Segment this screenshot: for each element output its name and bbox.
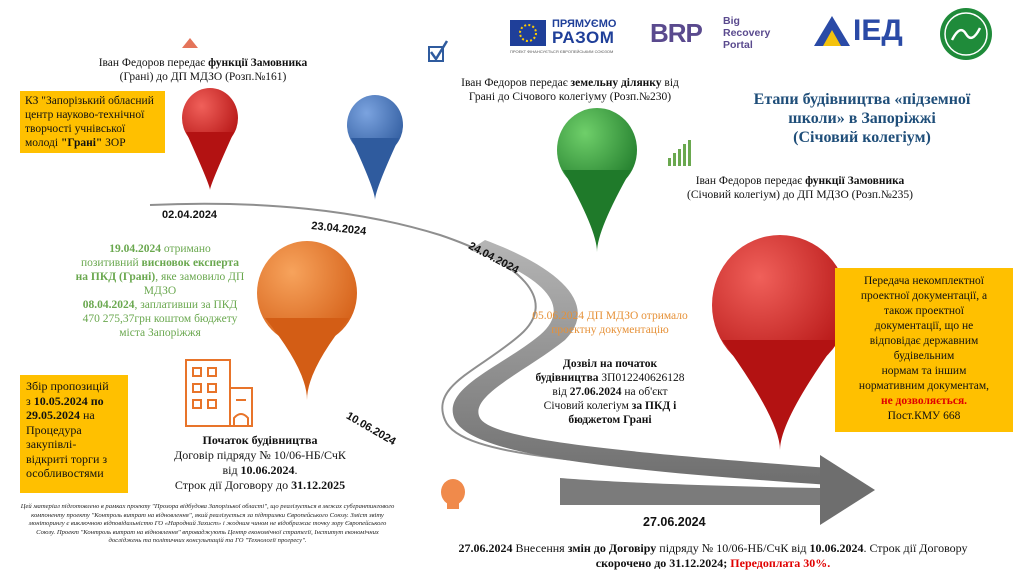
round-logo-icon bbox=[940, 8, 992, 60]
amendment-shortened: скорочено до 31.12.2024; bbox=[595, 556, 728, 570]
event3-detail: (Січовий колегіум) до ДП МДЗО (Розп.№235) bbox=[687, 189, 913, 201]
construction-contract: Договір підряду № 10/06-НБ/СчК bbox=[174, 448, 346, 462]
expertise-bold2: висновок експерта bbox=[141, 257, 240, 269]
brp-logo-line1: Big bbox=[723, 15, 740, 27]
construction-date: 10.06.2024 bbox=[240, 463, 295, 477]
regulation-line3: також проектної bbox=[883, 305, 965, 317]
permit-date: 27.06.2024 bbox=[569, 386, 622, 398]
grani-info-box bbox=[20, 91, 165, 153]
date-23-04: 23.04.2024 bbox=[310, 220, 367, 238]
event3-text: Іван Федоров передає bbox=[695, 175, 806, 187]
date-27-06: 27.06.2024 bbox=[643, 515, 706, 529]
construction-end-date: 31.12.2025 bbox=[291, 478, 346, 492]
event2-mid: від bbox=[661, 77, 679, 89]
date-10-06: 10.06.2024 bbox=[344, 410, 398, 448]
event2-detail: Грані до Січового колегіуму (Розп.№230) bbox=[468, 91, 672, 103]
expertise-text3: , яке замовило ДП bbox=[155, 271, 245, 283]
page-title-line3: (Січовий колегіум) bbox=[793, 129, 931, 146]
ied-logo-icon bbox=[814, 16, 850, 46]
proposals-line2: з bbox=[26, 393, 34, 408]
page-title-line1: Етапи будівництва «підземної bbox=[753, 91, 971, 108]
pin-red-small bbox=[182, 88, 238, 190]
event3-bold: функції Замовника bbox=[805, 175, 905, 187]
expertise-text2: позитивний bbox=[80, 257, 142, 269]
pkd-received-line1: 05.06.2024 ДП МДЗО отримало bbox=[532, 310, 688, 322]
expertise-payment-date: 08.04.2024 bbox=[82, 299, 135, 311]
lightbulb-icon bbox=[441, 479, 465, 509]
regulation-line2: проектної документації, а bbox=[860, 290, 988, 302]
proposals-line4: Процедура bbox=[26, 422, 82, 437]
page-title bbox=[722, 90, 1002, 147]
amendment-prepayment: Передоплата 30%. bbox=[727, 556, 831, 570]
event1-detail: (Грані) до ДП МДЗО (Розп.№161) bbox=[119, 71, 287, 83]
grani-box-bold: "Грані" bbox=[60, 137, 103, 149]
event2-bold: земельну ділянку bbox=[570, 77, 662, 89]
eu-logo-line1: ПРЯМУЄМО bbox=[552, 18, 617, 30]
pin-green bbox=[557, 108, 637, 252]
construction-text4: Строк дії Договору до bbox=[174, 478, 292, 492]
event2-text: Іван Федоров передає bbox=[461, 77, 571, 89]
page-title-line2: школи» в Запоріжжі bbox=[788, 110, 936, 127]
construction-text3: від bbox=[222, 463, 241, 477]
permit-bold2: будівництва bbox=[535, 372, 599, 384]
regulation-line4: документації, що не bbox=[874, 320, 974, 332]
permit-text4: Січовий колегіум bbox=[543, 400, 632, 412]
proposals-line7: особливостями bbox=[26, 466, 104, 480]
regulation-line7: нормам та іншим bbox=[881, 365, 967, 377]
brp-logo-line3: Portal bbox=[723, 39, 753, 51]
regulation-box bbox=[835, 268, 1013, 432]
construction-tail3: . bbox=[294, 463, 298, 477]
permit-line1: Дозвіл на початок bbox=[562, 358, 658, 370]
amendment-text2: підряду № 10/06-НБ/СчК від bbox=[656, 541, 810, 555]
school-building-icon bbox=[186, 360, 252, 426]
regulation-source: Пост.КМУ 668 bbox=[887, 410, 961, 422]
expertise-bold3: на ПКД (Грані) bbox=[75, 271, 156, 283]
proposals-end: 29.05.2024 bbox=[26, 408, 80, 422]
timeline-arrow-head bbox=[820, 455, 875, 525]
eu-logo-line2: РАЗОМ bbox=[552, 28, 615, 47]
bar-chart-icon bbox=[668, 140, 691, 166]
regulation-warning: не дозволяється. bbox=[880, 395, 968, 407]
pen-nib-icon bbox=[182, 38, 198, 48]
eu-logo-caption: ПРОЕКТ ФІНАНСУЄТЬСЯ ЄВРОПЕЙСЬКИМ СОЮЗОМ bbox=[510, 49, 614, 54]
amendment-date: 27.06.2024 bbox=[458, 541, 513, 555]
construction-title: Початок будівництва bbox=[202, 433, 318, 447]
pin-blue bbox=[347, 95, 403, 200]
event1-text: Іван Федоров передає bbox=[98, 57, 209, 69]
expertise-text4: МДЗО bbox=[143, 285, 177, 297]
permit-bold4: за ПКД і bbox=[631, 400, 677, 412]
amendment-contract-date: 10.06.2024 bbox=[809, 541, 864, 555]
permit-number: ЗП012240626128 bbox=[598, 372, 685, 384]
event1-bold: функції Замовника bbox=[208, 57, 308, 69]
amendment-text1: Внесення bbox=[512, 541, 568, 555]
permit-text3: від bbox=[552, 386, 570, 398]
grani-box-tail: ЗОР bbox=[102, 137, 126, 149]
checkbox-icon bbox=[429, 41, 447, 61]
event-transfer-customer-2 bbox=[645, 174, 955, 202]
event-transfer-customer-1 bbox=[58, 56, 348, 84]
date-02-04: 02.04.2024 bbox=[162, 209, 218, 221]
date-24-04: 24.04.2024 bbox=[466, 240, 521, 277]
construction-block bbox=[125, 433, 395, 493]
pkd-received-block bbox=[505, 309, 715, 337]
permit-line5: бюджетом Грані bbox=[568, 414, 652, 426]
regulation-line8: нормативним документам, bbox=[858, 380, 990, 392]
ied-logo-text: ІЕД bbox=[853, 14, 903, 47]
pkd-received-line2: проектну документацію bbox=[551, 324, 669, 336]
proposals-line1: Збір пропозицій bbox=[26, 379, 109, 393]
permit-block bbox=[505, 357, 715, 427]
regulation-line6: будівельним bbox=[893, 350, 955, 362]
expertise-amount: 470 275,37грн коштом бюджету bbox=[82, 313, 238, 325]
footer-disclaimer: Цей матеріал підготовлено в рамках проекту "Прозора відбудова Запорізької області", що реалізується в межах субгрантингового компоненту проекту "Контроль витрат на відновлення", який реалізується за підтримки Європейського Союзу. Зміст звіту моніторингу є виключною відповідальністю ГО «Народний Захист» і жодним чином не відображає точку зору Європейського Союзу. Проект "Контроль витрат на відновлення" впроваджують Центр економічної стратегії, Інститут економічних досліджень та політичних консультацій та ГО "Технології прогресу". bbox=[20, 503, 395, 545]
proposals-line6: відкриті торги з bbox=[26, 451, 108, 466]
pin-orange bbox=[257, 241, 357, 400]
expertise-text5: , заплативши за ПКД bbox=[134, 299, 238, 311]
expertise-text7: міста Запоріжжя bbox=[119, 327, 201, 339]
brp-logo-line2: Recovery bbox=[723, 27, 771, 39]
expertise-text1: отримано bbox=[160, 243, 211, 255]
regulation-line5: відповідає державним bbox=[869, 335, 979, 347]
eu-flag-icon bbox=[510, 20, 546, 46]
proposals-line3: на bbox=[80, 408, 95, 422]
expertise-block bbox=[60, 242, 260, 340]
expertise-date: 19.04.2024 bbox=[109, 243, 161, 255]
regulation-line1: Передача некомплектної bbox=[864, 275, 984, 287]
amendment-block bbox=[406, 541, 1020, 571]
brp-logo-mark: BRP bbox=[650, 18, 702, 48]
grani-box-text: КЗ "Запорізький обласний центр науково-технічної творчості учнівської молоді bbox=[25, 95, 154, 149]
amendment-bold2: змін до Договіру bbox=[567, 541, 657, 555]
proposals-box bbox=[20, 375, 128, 493]
permit-tail3: на об'єкт bbox=[621, 386, 668, 398]
amendment-text3: . Строк дії Договору bbox=[863, 541, 968, 555]
proposals-line5: закупівлі- bbox=[26, 437, 77, 451]
proposals-start: 10.05.2024 по bbox=[33, 393, 104, 408]
pin-red-large bbox=[712, 235, 848, 450]
event-transfer-land bbox=[425, 76, 715, 104]
